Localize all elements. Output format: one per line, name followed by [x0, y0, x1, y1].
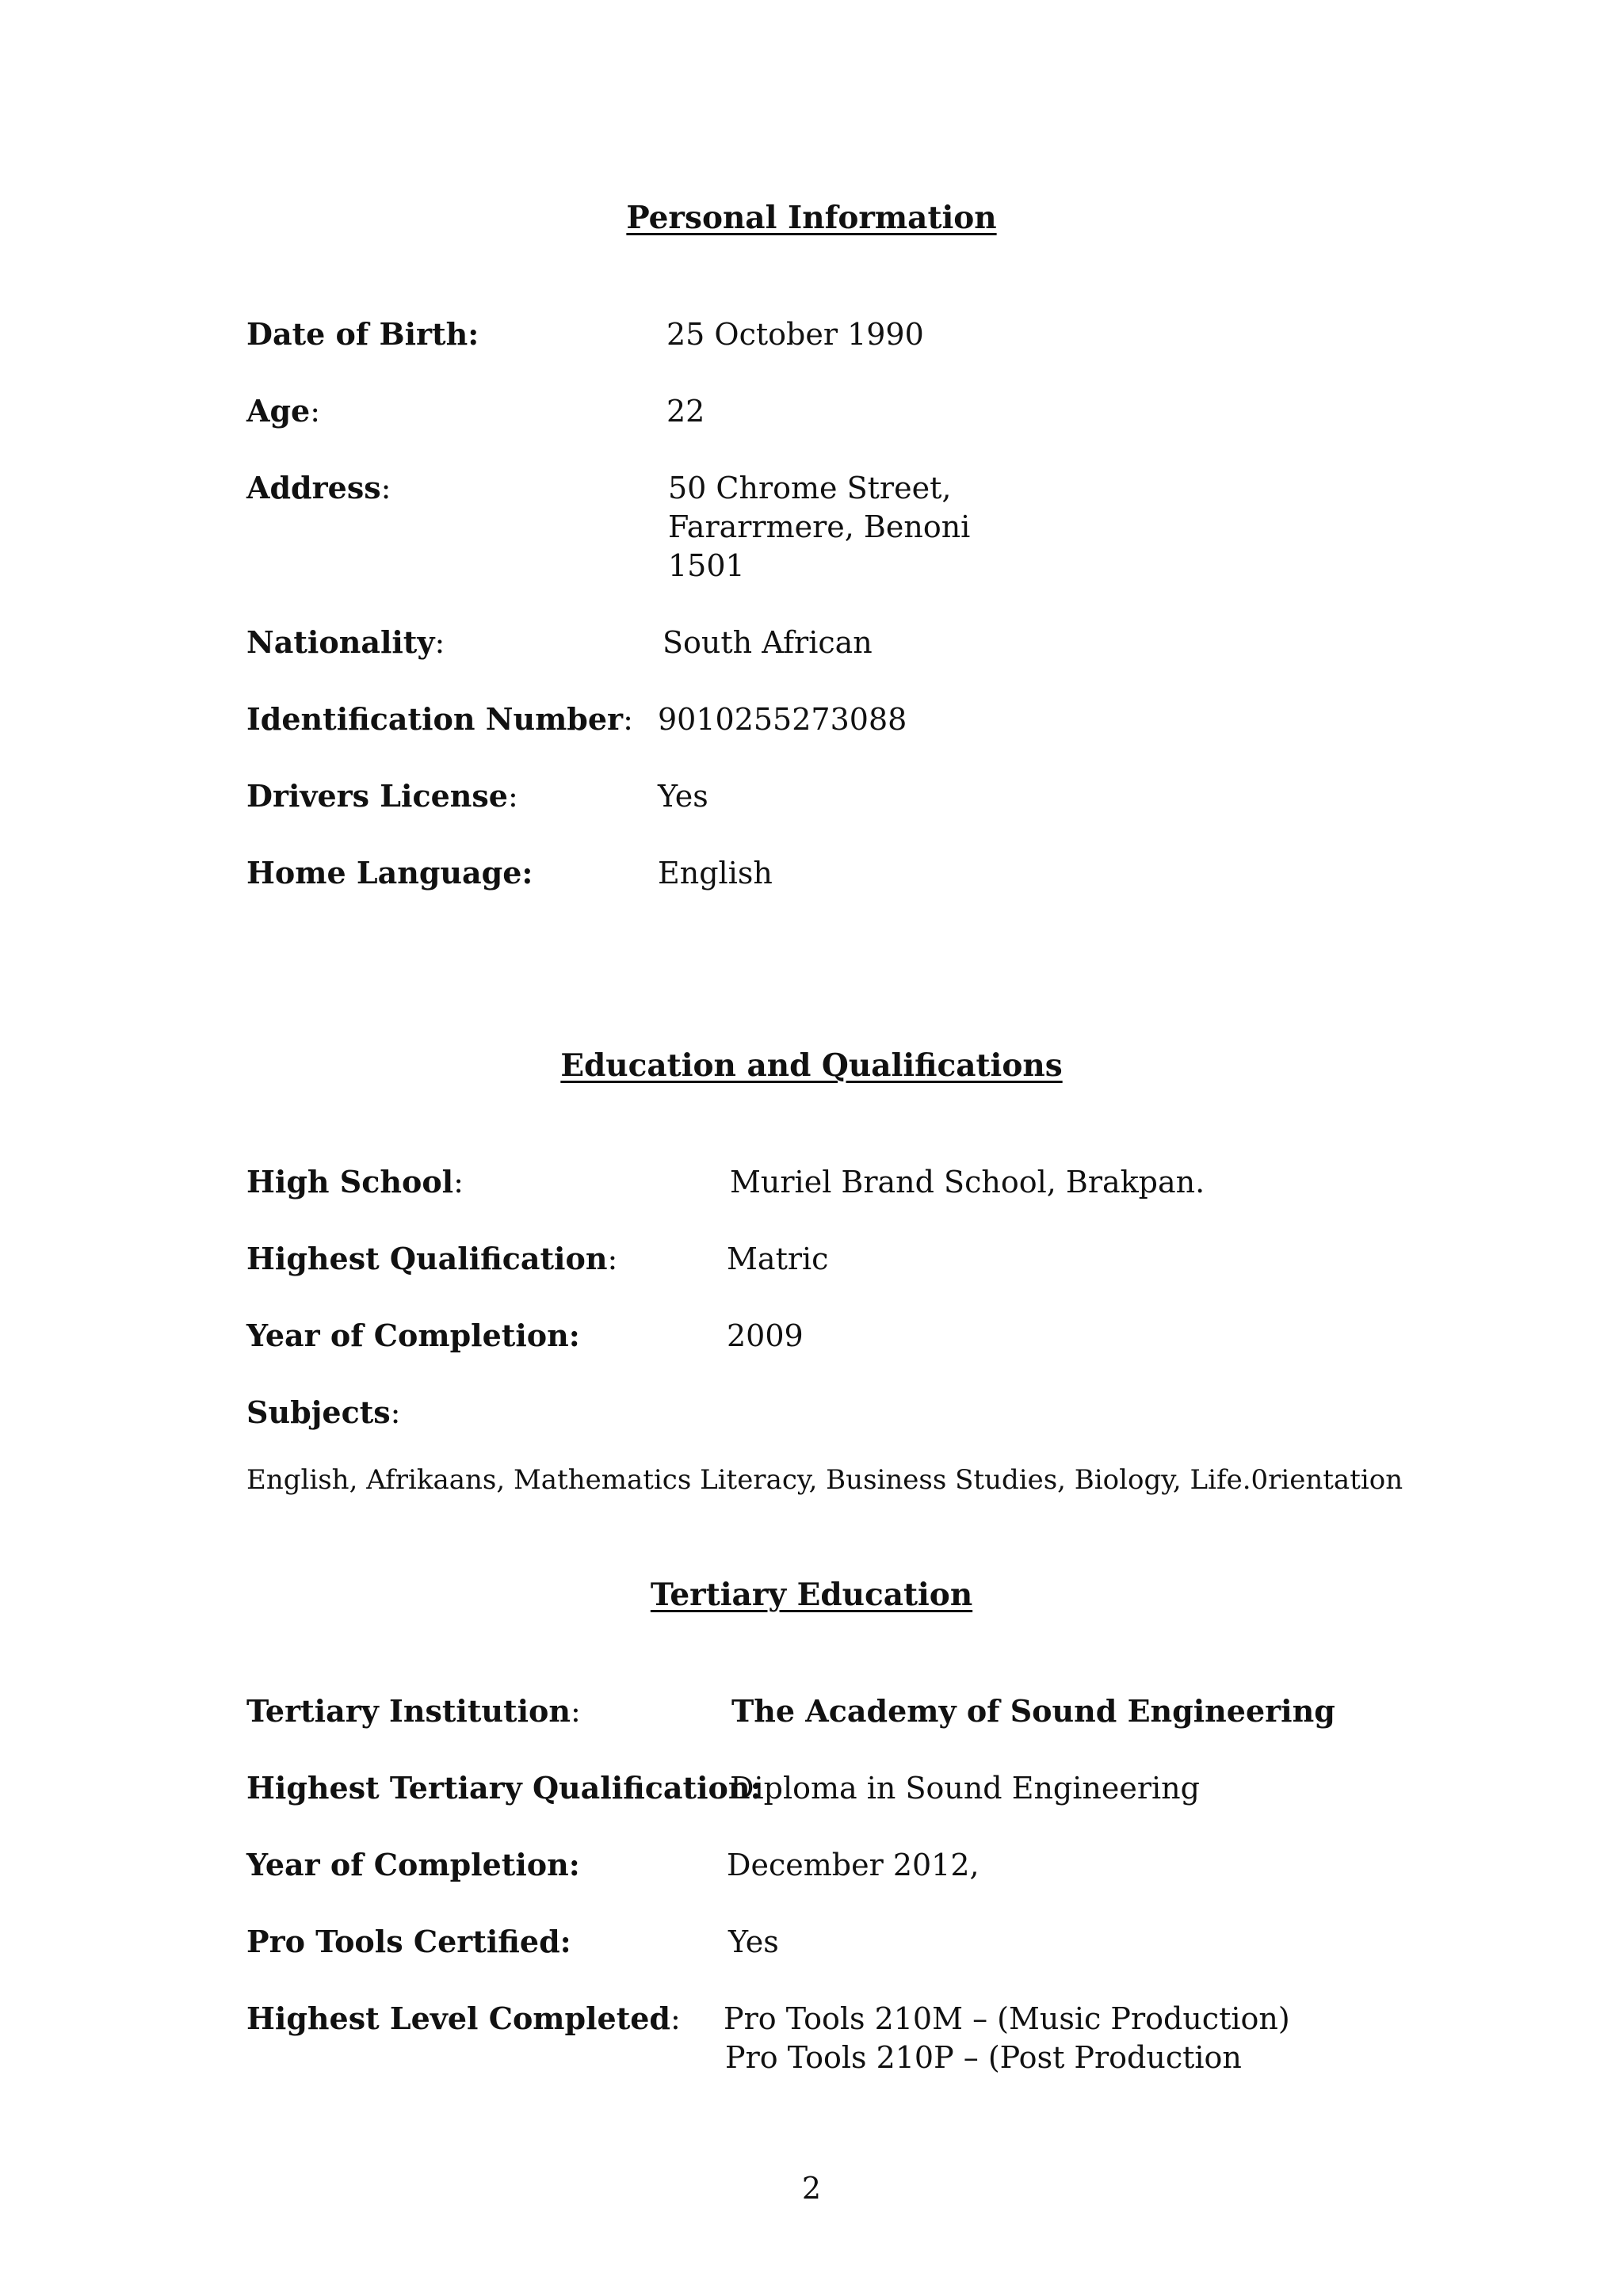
dob-value: 25 October 1990	[666, 317, 924, 352]
home-language-value: English	[658, 856, 773, 891]
personal-information-heading: Personal Information	[626, 200, 997, 236]
tertiary-year-label: Year of Completion:	[246, 1847, 580, 1882]
nationality-label: Nationality:	[246, 624, 445, 660]
tertiary-institution-label: Tertiary Institution:	[246, 1693, 581, 1729]
subjects-label: Subjects:	[246, 1394, 401, 1430]
year-of-completion-value: 2009	[727, 1318, 804, 1353]
drivers-license-label: Drivers License:	[246, 778, 518, 814]
dob-label: Date of Birth:	[246, 316, 479, 352]
page-number: 2	[801, 2171, 822, 2206]
highest-qualification-label: Highest Qualification:	[246, 1241, 618, 1276]
pro-tools-certified-value: Yes	[728, 1924, 779, 1959]
highest-level-line-2: Pro Tools 210P – (Post Production	[725, 2040, 1242, 2075]
nationality-value: South African	[663, 625, 873, 660]
tertiary-year-value: December 2012,	[727, 1848, 980, 1882]
tertiary-heading: Tertiary Education	[650, 1577, 973, 1613]
pro-tools-certified-label: Pro Tools Certified:	[246, 1924, 571, 1959]
address-line-1: 50 Chrome Street,	[668, 471, 952, 505]
age-label: Age:	[246, 393, 321, 429]
highest-level-line-1: Pro Tools 210M – (Music Production)	[724, 2001, 1290, 2036]
highest-qualification-value: Matric	[727, 1241, 829, 1276]
subjects-value: English, Afrikaans, Mathematics Literacy, Business Studies, Biology, Life.0rientation	[246, 1464, 1403, 1496]
high-school-label: High School:	[246, 1164, 464, 1199]
tertiary-qualification-label: Highest Tertiary Qualification:	[246, 1770, 762, 1806]
id-number-label: Identification Number:	[246, 701, 633, 737]
address-line-3: 1501	[668, 548, 745, 583]
home-language-label: Home Language:	[246, 855, 533, 891]
age-value: 22	[666, 394, 705, 429]
drivers-license-value: Yes	[658, 779, 708, 814]
education-heading: Education and Qualifications	[560, 1047, 1063, 1084]
tertiary-institution-value: The Academy of Sound Engineering	[731, 1693, 1335, 1729]
tertiary-qualification-value: Diploma in Sound Engineering	[730, 1771, 1200, 1806]
high-school-value: Muriel Brand School, Brakpan.	[730, 1165, 1205, 1199]
highest-level-label: Highest Level Completed:	[246, 2000, 681, 2036]
year-of-completion-label: Year of Completion:	[246, 1318, 580, 1353]
id-number-value: 9010255273088	[658, 702, 907, 737]
address-label: Address:	[246, 470, 391, 505]
address-line-2: Fararrmere, Benoni	[668, 509, 971, 544]
